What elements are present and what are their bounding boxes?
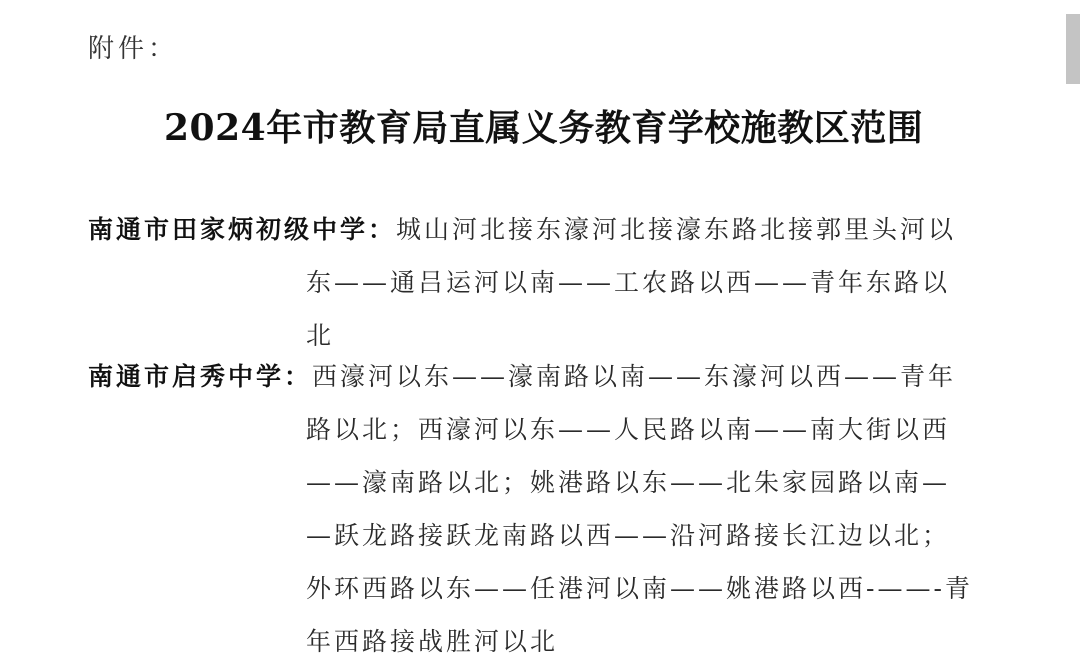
boundary-text: 北	[306, 321, 335, 350]
boundary-text: 城山河北接东濠河北接濠东路北接郭里头河以	[396, 215, 957, 244]
boundary-text: 路以北；西濠河以东——人民路以南——南大街以西	[306, 415, 951, 444]
boundary-text: 西濠河以东——濠南路以南——东濠河以西——青年	[312, 362, 957, 391]
boundary-text: 年西路接战胜河以北	[306, 627, 559, 656]
entry-line	[88, 203, 988, 256]
boundary-text: 东——通吕运河以南——工农路以西——青年东路以	[306, 268, 951, 297]
document-title: 2024年市教育局直属义务教育学校施教区范围	[164, 107, 924, 149]
boundary-text: —跃龙路接跃龙南路以西——沿河路接长江边以北；	[306, 521, 951, 550]
school-name: 南通市田家炳初级中学：	[88, 215, 397, 244]
school-entry-qixiu	[88, 350, 988, 668]
boundary-text: 外环西路以东——任港河以南——姚港路以西-——-青	[306, 574, 973, 603]
school-entry-tianjiabing	[88, 203, 988, 362]
boundary-text: ——濠南路以北；姚港路以东——北朱家园路以南—	[306, 468, 951, 497]
scrollbar-thumb[interactable]	[1066, 14, 1080, 84]
entry-line	[88, 350, 988, 403]
attachment-label: 附件：	[88, 34, 179, 64]
school-name: 南通市启秀中学：	[88, 362, 313, 391]
